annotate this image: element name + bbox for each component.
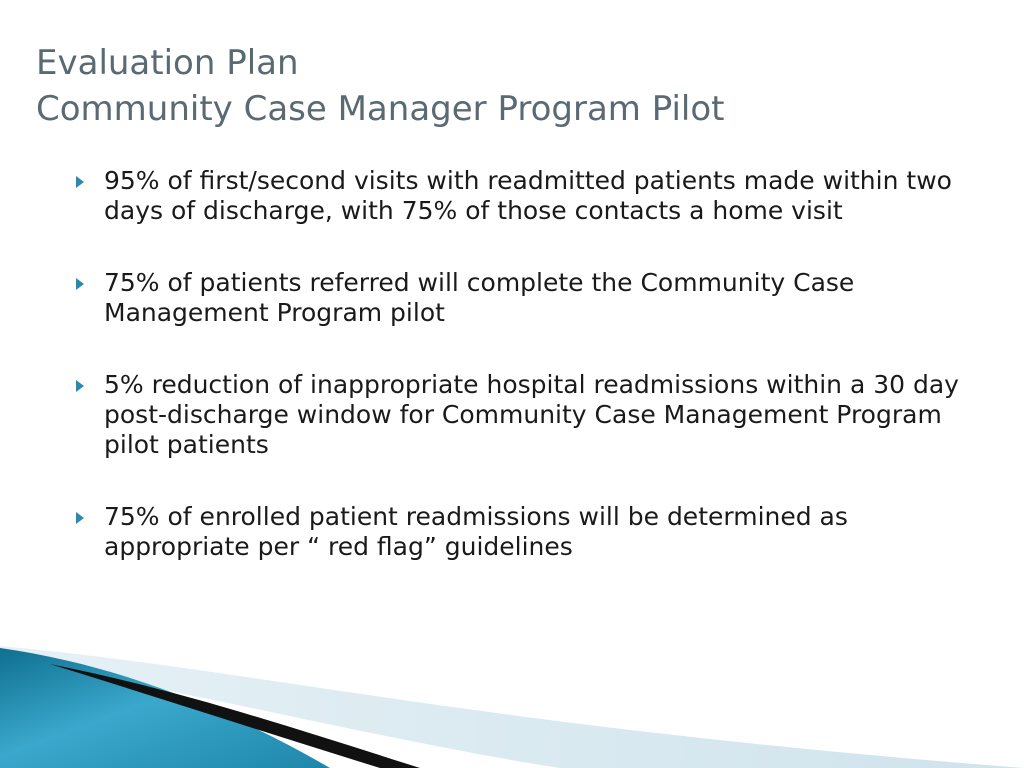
bullet-item xyxy=(72,370,972,460)
title-line-1: Evaluation Plan xyxy=(36,43,299,83)
triangle-right-icon xyxy=(76,380,84,392)
triangle-right-icon xyxy=(76,176,84,188)
bullet-item xyxy=(72,166,972,226)
bullet-text: 5% reduction of inappropriate hospital readmissions within a 30 day post-discharge window for Community Case Management Program pilot patients xyxy=(104,370,959,459)
bullet-text: 75% of patients referred will complete the Community Case Management Program pilot xyxy=(104,268,855,327)
bullet-text: 95% of first/second visits with readmitted patients made within two days of discharge, with 75% of those contacts a home visit xyxy=(104,166,952,225)
bullet-item xyxy=(72,502,972,562)
triangle-right-icon xyxy=(76,278,84,290)
triangle-right-icon xyxy=(76,512,84,524)
bullet-text: 75% of enrolled patient readmissions will be determined as appropriate per “ red flag” guidelines xyxy=(104,502,848,561)
decorative-wave-footer xyxy=(0,630,1024,768)
bullet-list xyxy=(72,166,972,604)
bullet-item xyxy=(72,268,972,328)
title-line-2: Community Case Manager Program Pilot xyxy=(36,89,725,129)
slide-title xyxy=(36,40,996,132)
